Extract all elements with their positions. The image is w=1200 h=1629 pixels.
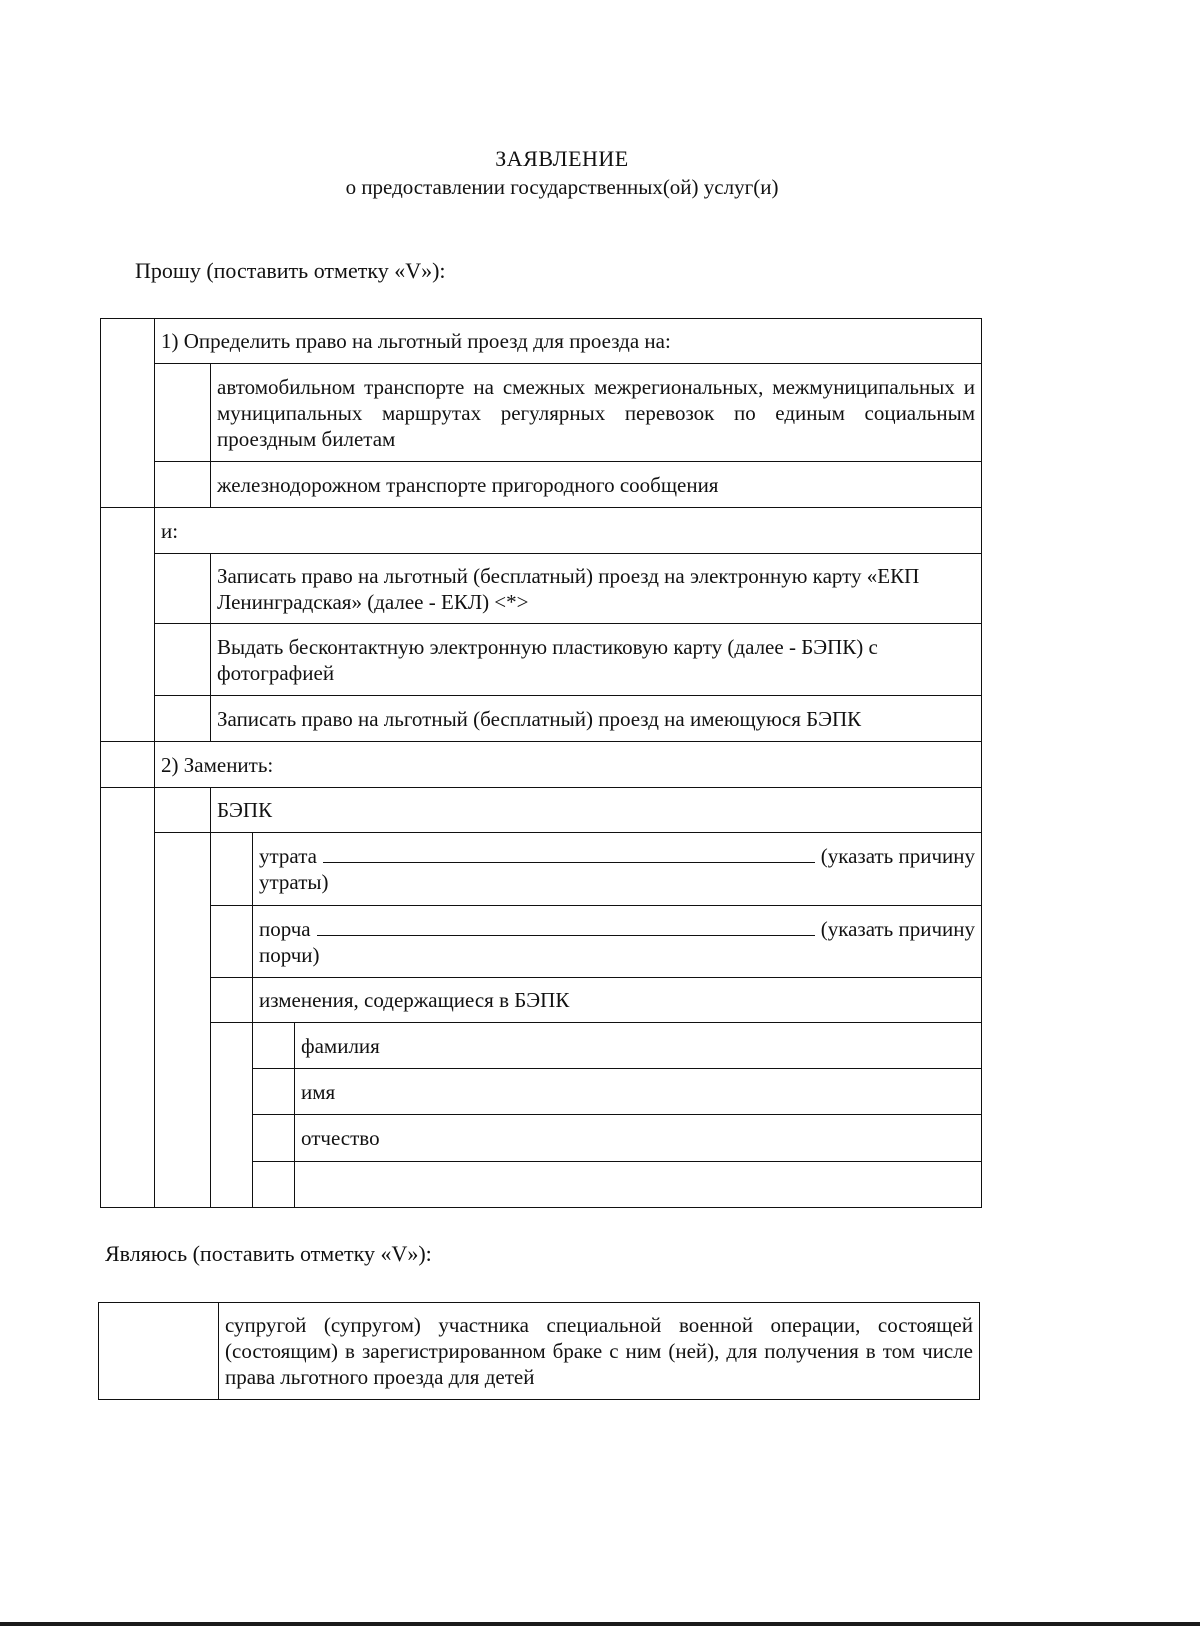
and-label: и: xyxy=(155,508,982,554)
status-table xyxy=(98,1302,980,1400)
option-rail-transport: железнодорожном транспорте пригородного сообщения xyxy=(211,462,982,508)
request-lead: Прошу (поставить отметку «V»): xyxy=(135,258,446,283)
changes-subgroup-cell xyxy=(211,1023,253,1208)
replace-group-cell xyxy=(101,788,155,1208)
damage-reason-line[interactable] xyxy=(317,934,815,936)
checkbox-rail-transport[interactable] xyxy=(155,462,211,508)
checkbox-issue-bepk[interactable] xyxy=(155,624,211,696)
checkbox-and-group[interactable] xyxy=(101,508,155,742)
document-title: ЗАЯВЛЕНИЕ xyxy=(495,146,629,171)
option-record-bepk: Записать право на льготный (бесплатный) проезд на имеющуюся БЭПК xyxy=(211,696,982,742)
loss-reason-line[interactable] xyxy=(323,861,815,863)
checkbox-define-right[interactable] xyxy=(101,319,155,508)
checkbox-surname[interactable] xyxy=(253,1023,295,1069)
option-issue-bepk: Выдать бесконтактную электронную пластиковую карту (далее - БЭПК) с фотографией xyxy=(211,624,982,696)
checkbox-changes[interactable] xyxy=(211,978,253,1023)
bepk-subgroup-cell xyxy=(155,833,211,1208)
option-extra-empty[interactable] xyxy=(295,1162,982,1208)
checkbox-patronymic[interactable] xyxy=(253,1115,295,1162)
checkbox-spouse[interactable] xyxy=(99,1303,219,1400)
damage-word: порча xyxy=(259,916,311,941)
checkbox-extra[interactable] xyxy=(253,1162,295,1208)
status-lead: Являюсь (поставить отметку «V»): xyxy=(105,1241,432,1266)
document-subtitle: о предоставлении государственных(ой) услуг(и) xyxy=(345,175,779,199)
option-loss xyxy=(253,833,982,906)
checkbox-bepk[interactable] xyxy=(155,788,211,833)
checkbox-damage[interactable] xyxy=(211,906,253,978)
checkbox-replace[interactable] xyxy=(101,742,155,788)
option-surname: фамилия xyxy=(295,1023,982,1069)
bepk-label: БЭПК xyxy=(211,788,982,833)
loss-tail: утраты) xyxy=(259,870,329,894)
option-record-ekl: Записать право на льготный (бесплатный) проезд на электронную карту «ЕКП Ленинградская» (далее - ЕКЛ) <*> xyxy=(211,554,982,624)
option-auto-transport: автомобильном транспорте на смежных межрегиональных, межмуниципальных и муниципальных маршрутах регулярных перевозок по единым социальным проездным билетам xyxy=(211,364,982,462)
request-table xyxy=(100,318,982,1208)
option-spouse: супругой (супругом) участника специальной военной операции, состоящей (состоящим) в зарегистрированном браке с ним (ней), для получения в том числе права льготного проезда для детей xyxy=(219,1303,980,1400)
damage-hint: (указать причину xyxy=(820,916,976,941)
section2-heading: 2) Заменить: xyxy=(155,742,982,788)
option-name: имя xyxy=(295,1069,982,1115)
option-patronymic: отчество xyxy=(295,1115,982,1162)
damage-tail: порчи) xyxy=(259,942,320,967)
checkbox-name[interactable] xyxy=(253,1069,295,1115)
checkbox-auto-transport[interactable] xyxy=(155,364,211,462)
loss-hint: (указать причину xyxy=(820,844,976,868)
checkbox-record-bepk[interactable] xyxy=(155,696,211,742)
option-changes: изменения, содержащиеся в БЭПК xyxy=(253,978,982,1023)
checkbox-record-ekl[interactable] xyxy=(155,554,211,624)
scan-edge xyxy=(0,1622,1200,1626)
checkbox-loss[interactable] xyxy=(211,833,253,906)
option-damage xyxy=(253,906,982,978)
section1-heading: 1) Определить право на льготный проезд для проезда на: xyxy=(155,319,982,364)
loss-word: утрата xyxy=(259,844,317,868)
